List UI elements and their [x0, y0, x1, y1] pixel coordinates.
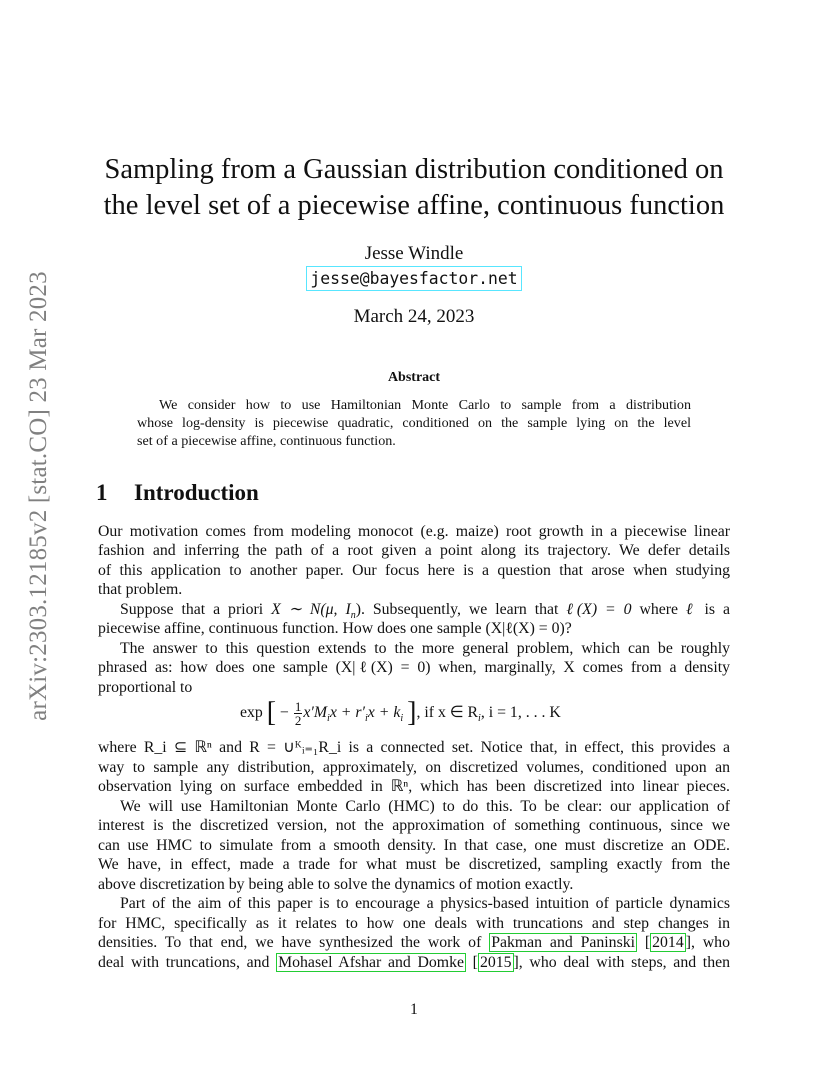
- body-line: deal with truncations, and Mohasel Afshar and Domke [ 2015 ], who deal with steps, and then: [98, 954, 730, 971]
- body-line: can use HMC to simulate from a smooth density. In that case, one must discretize an ODE.: [98, 837, 730, 854]
- body-line: where R_i ⊆ ℝⁿ and R = ∪ᴷᵢ₌₁R_i is a connected set. Notice that, in effect, this provides a: [98, 739, 730, 756]
- section-number: 1: [96, 480, 108, 505]
- arxiv-identifier: arXiv:2303.12185v2 [stat.CO] 23 Mar 2023: [25, 271, 52, 721]
- body-line: We have, in effect, made a trade for what must be discretized, sampling exactly from the: [98, 856, 730, 873]
- abstract-line: set of a piecewise affine, continuous function.: [137, 433, 396, 449]
- body-line: interest is the discretized version, not the approximation of something continuous, since we: [98, 817, 730, 834]
- title-line-2: the level set of a piecewise affine, continuous function: [103, 190, 725, 221]
- display-equation: exp [ − $\frac{1}{2}$ $x'M_ix + r'_ix + k_i$ ], if x ∈ $R_i$, i = 1, . . . K: [240, 697, 561, 728]
- arxiv-sidebar: [20, 271, 58, 721]
- title-line-1: Sampling from a Gaussian distribution conditioned on: [104, 154, 724, 185]
- section-heading: [96, 478, 259, 508]
- citation-link[interactable]: Mohasel Afshar and Domke: [278, 954, 464, 971]
- author-email-wrap: [80, 266, 748, 291]
- citation-link[interactable]: Pakman and Paninski: [491, 934, 636, 951]
- body-line: piecewise affine, continuous function. How does one sample (X|ℓ(X) = 0)?: [98, 620, 572, 637]
- body-line: fashion and inferring the path of a root given a point along its trajectory. We defer details: [98, 542, 730, 559]
- section-title: Introduction: [134, 480, 259, 505]
- body-line: proportional to: [98, 679, 193, 696]
- abstract-line: whose log-density is piecewise quadratic, conditioned on the sample lying on the level: [137, 415, 691, 431]
- paper-date: March 24, 2023: [353, 306, 475, 327]
- body-line: phrased as: how does one sample (X|ℓ(X) = 0) when, marginally, X comes from a density: [98, 659, 730, 676]
- body-line: The answer to this question extends to the more general problem, which can be roughly: [120, 640, 730, 657]
- body-line: way to sample any distribution, approximately, on discretized volumes, conditioned upon an: [98, 759, 730, 776]
- citation-year-link[interactable]: 2014: [652, 934, 684, 951]
- page-number: 1: [410, 1001, 418, 1018]
- paper-title: [80, 152, 748, 224]
- body-line: for HMC, specifically as it relates to how one deals with truncations and step changes in: [98, 915, 730, 932]
- abstract-heading: Abstract: [387, 370, 441, 385]
- abstract-line: We consider how to use Hamiltonian Monte Carlo to sample from a distribution: [159, 397, 691, 413]
- body-line: of this application to another paper. Our focus here is a question that arose when studying: [98, 562, 730, 579]
- author-email-link[interactable]: jesse@bayesfactor.net: [306, 266, 521, 291]
- body-line: above discretization by being able to solve the dynamics of motion exactly.: [98, 876, 574, 893]
- body-line: Part of the aim of this paper is to encourage a physics-based intuition of particle dynamics: [120, 895, 730, 912]
- body-line: densities. To that end, we have synthesized the work of Pakman and Paninski [ 2014 ], who: [98, 934, 730, 951]
- body-line: observation lying on surface embedded in ℝⁿ, which has been discretized into linear pieces.: [98, 778, 730, 795]
- body-line: We will use Hamiltonian Monte Carlo (HMC) to do this. To be clear: our application of: [120, 798, 730, 815]
- body-line: Suppose that a priori X ∼ N(μ, $I_n$). Subsequently, we learn that ℓ(X) = 0 where ℓ is a: [120, 601, 730, 622]
- body-line: that problem.: [98, 581, 183, 598]
- citation-year-link[interactable]: 2015: [479, 954, 512, 971]
- author-name: Jesse Windle: [364, 243, 464, 264]
- body-line: Our motivation comes from modeling monocot (e.g. maize) root growth in a piecewise linear: [98, 523, 730, 540]
